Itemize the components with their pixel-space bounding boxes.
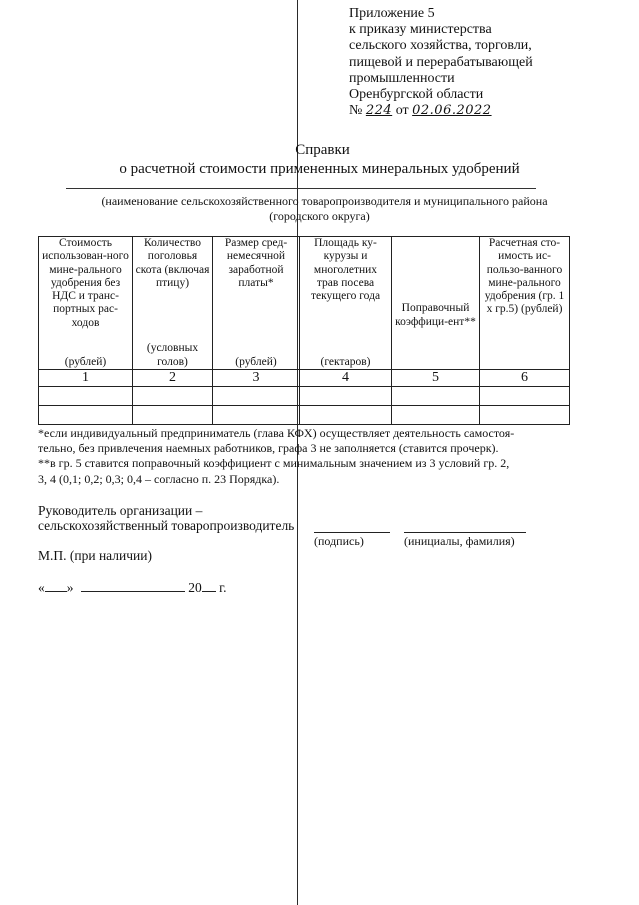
table-header-cell: Количество поголовья скота (включая птицу) (условных голов) <box>133 237 213 370</box>
appendix-line: сельского хозяйства, торговли, <box>349 38 532 54</box>
name-underline <box>66 188 536 189</box>
appendix-line: Оренбургской области <box>349 87 484 103</box>
name-caption-cont: (городского округа) <box>269 209 370 223</box>
month-field[interactable] <box>81 591 185 592</box>
table-cell[interactable] <box>300 406 392 425</box>
column-number: 6 <box>480 370 570 387</box>
name-caption: (наименование сельскохозяйственного товаропроизводителя и муниципального района <box>101 194 548 208</box>
column-number: 3 <box>213 370 300 387</box>
column-number: 2 <box>133 370 213 387</box>
signature-caption: (подпись) <box>314 534 364 548</box>
column-number: 5 <box>392 370 480 387</box>
appendix-line: Приложение 5 <box>349 6 435 21</box>
table-number-row <box>39 370 570 387</box>
year-suffix: г. <box>219 580 227 595</box>
table-row <box>39 406 570 425</box>
date-close-quote: » <box>66 580 74 595</box>
date-line <box>38 580 227 596</box>
document-title: Справки <box>295 142 350 158</box>
table-cell[interactable] <box>392 387 480 406</box>
table-header-cell: Стоимость использован-ного мине-рального удобрения без НДС и транс-портных рас-ходов (рублей) <box>39 237 133 370</box>
footnote-line: **в гр. 5 ставится поправочный коэффициент с минимальным значением из 3 условий гр. 2, <box>38 456 510 471</box>
order-date-value: 02.06.2022 <box>412 103 492 119</box>
appendix-line: промышленности <box>349 70 455 86</box>
order-number-value: 224 <box>365 103 393 119</box>
signature-heading: Руководитель организации – <box>38 503 203 518</box>
table-cell[interactable] <box>213 406 300 425</box>
calculation-table <box>38 236 570 425</box>
day-field[interactable] <box>45 591 67 592</box>
table-header-cell: Поправочный коэффици-ент** <box>392 237 480 370</box>
table-cell[interactable] <box>39 387 133 406</box>
document-subtitle: о расчетной стоимости примененных минеральных удобрений <box>119 161 520 177</box>
name-line[interactable] <box>404 532 526 533</box>
column-number: 1 <box>39 370 133 387</box>
table-cell[interactable] <box>392 406 480 425</box>
appendix-line: к приказу министерства <box>349 22 492 38</box>
table-cell[interactable] <box>300 387 392 406</box>
footnote-line: *если индивидуальный предприниматель (глава КФХ) осуществляет деятельность самостоя- <box>38 426 515 440</box>
table-header-cell: Расчетная сто-имость ис-пользо-ванного мине-рального удобрения (гр. 1 х гр.5) (рублей) <box>480 237 570 370</box>
table-cell[interactable] <box>480 406 570 425</box>
year-field[interactable] <box>202 591 216 592</box>
signature-line[interactable] <box>314 532 390 533</box>
table-row <box>39 387 570 406</box>
table-header-cell: Площадь ку-курузы и многолетних трав посева текущего года (гектаров) <box>300 237 392 370</box>
column-number: 4 <box>300 370 392 387</box>
stamp-placeholder: М.П. (при наличии) <box>38 548 152 563</box>
footnotes <box>38 426 608 487</box>
year-prefix: 20 <box>188 580 202 595</box>
number-label: № <box>349 103 363 119</box>
table-header-cell: Размер сред-немесячной заработной платы* (рублей) <box>213 237 300 370</box>
footnote-line: 3, 4 (0,1; 0,2; 0,3; 0,4 – согласно п. 23 Порядка). <box>38 471 280 486</box>
order-number-line <box>349 103 533 119</box>
date-open-quote: « <box>38 580 45 595</box>
footnote-line: тельно, без привлечения наемных работников, графа 3 не заполняется (ставится прочерк). <box>38 441 499 456</box>
signature-role: сельскохозяйственный товаропроизводитель <box>38 518 295 533</box>
name-caption: (инициалы, фамилия) <box>404 534 515 548</box>
table-cell[interactable] <box>480 387 570 406</box>
table-cell[interactable] <box>213 387 300 406</box>
table-cell[interactable] <box>133 387 213 406</box>
date-label: от <box>395 103 409 119</box>
table-cell[interactable] <box>133 406 213 425</box>
appendix-block <box>349 6 533 119</box>
table-header-row <box>39 237 570 370</box>
appendix-line: пищевой и перерабатывающей <box>349 54 533 70</box>
table-cell[interactable] <box>39 406 133 425</box>
